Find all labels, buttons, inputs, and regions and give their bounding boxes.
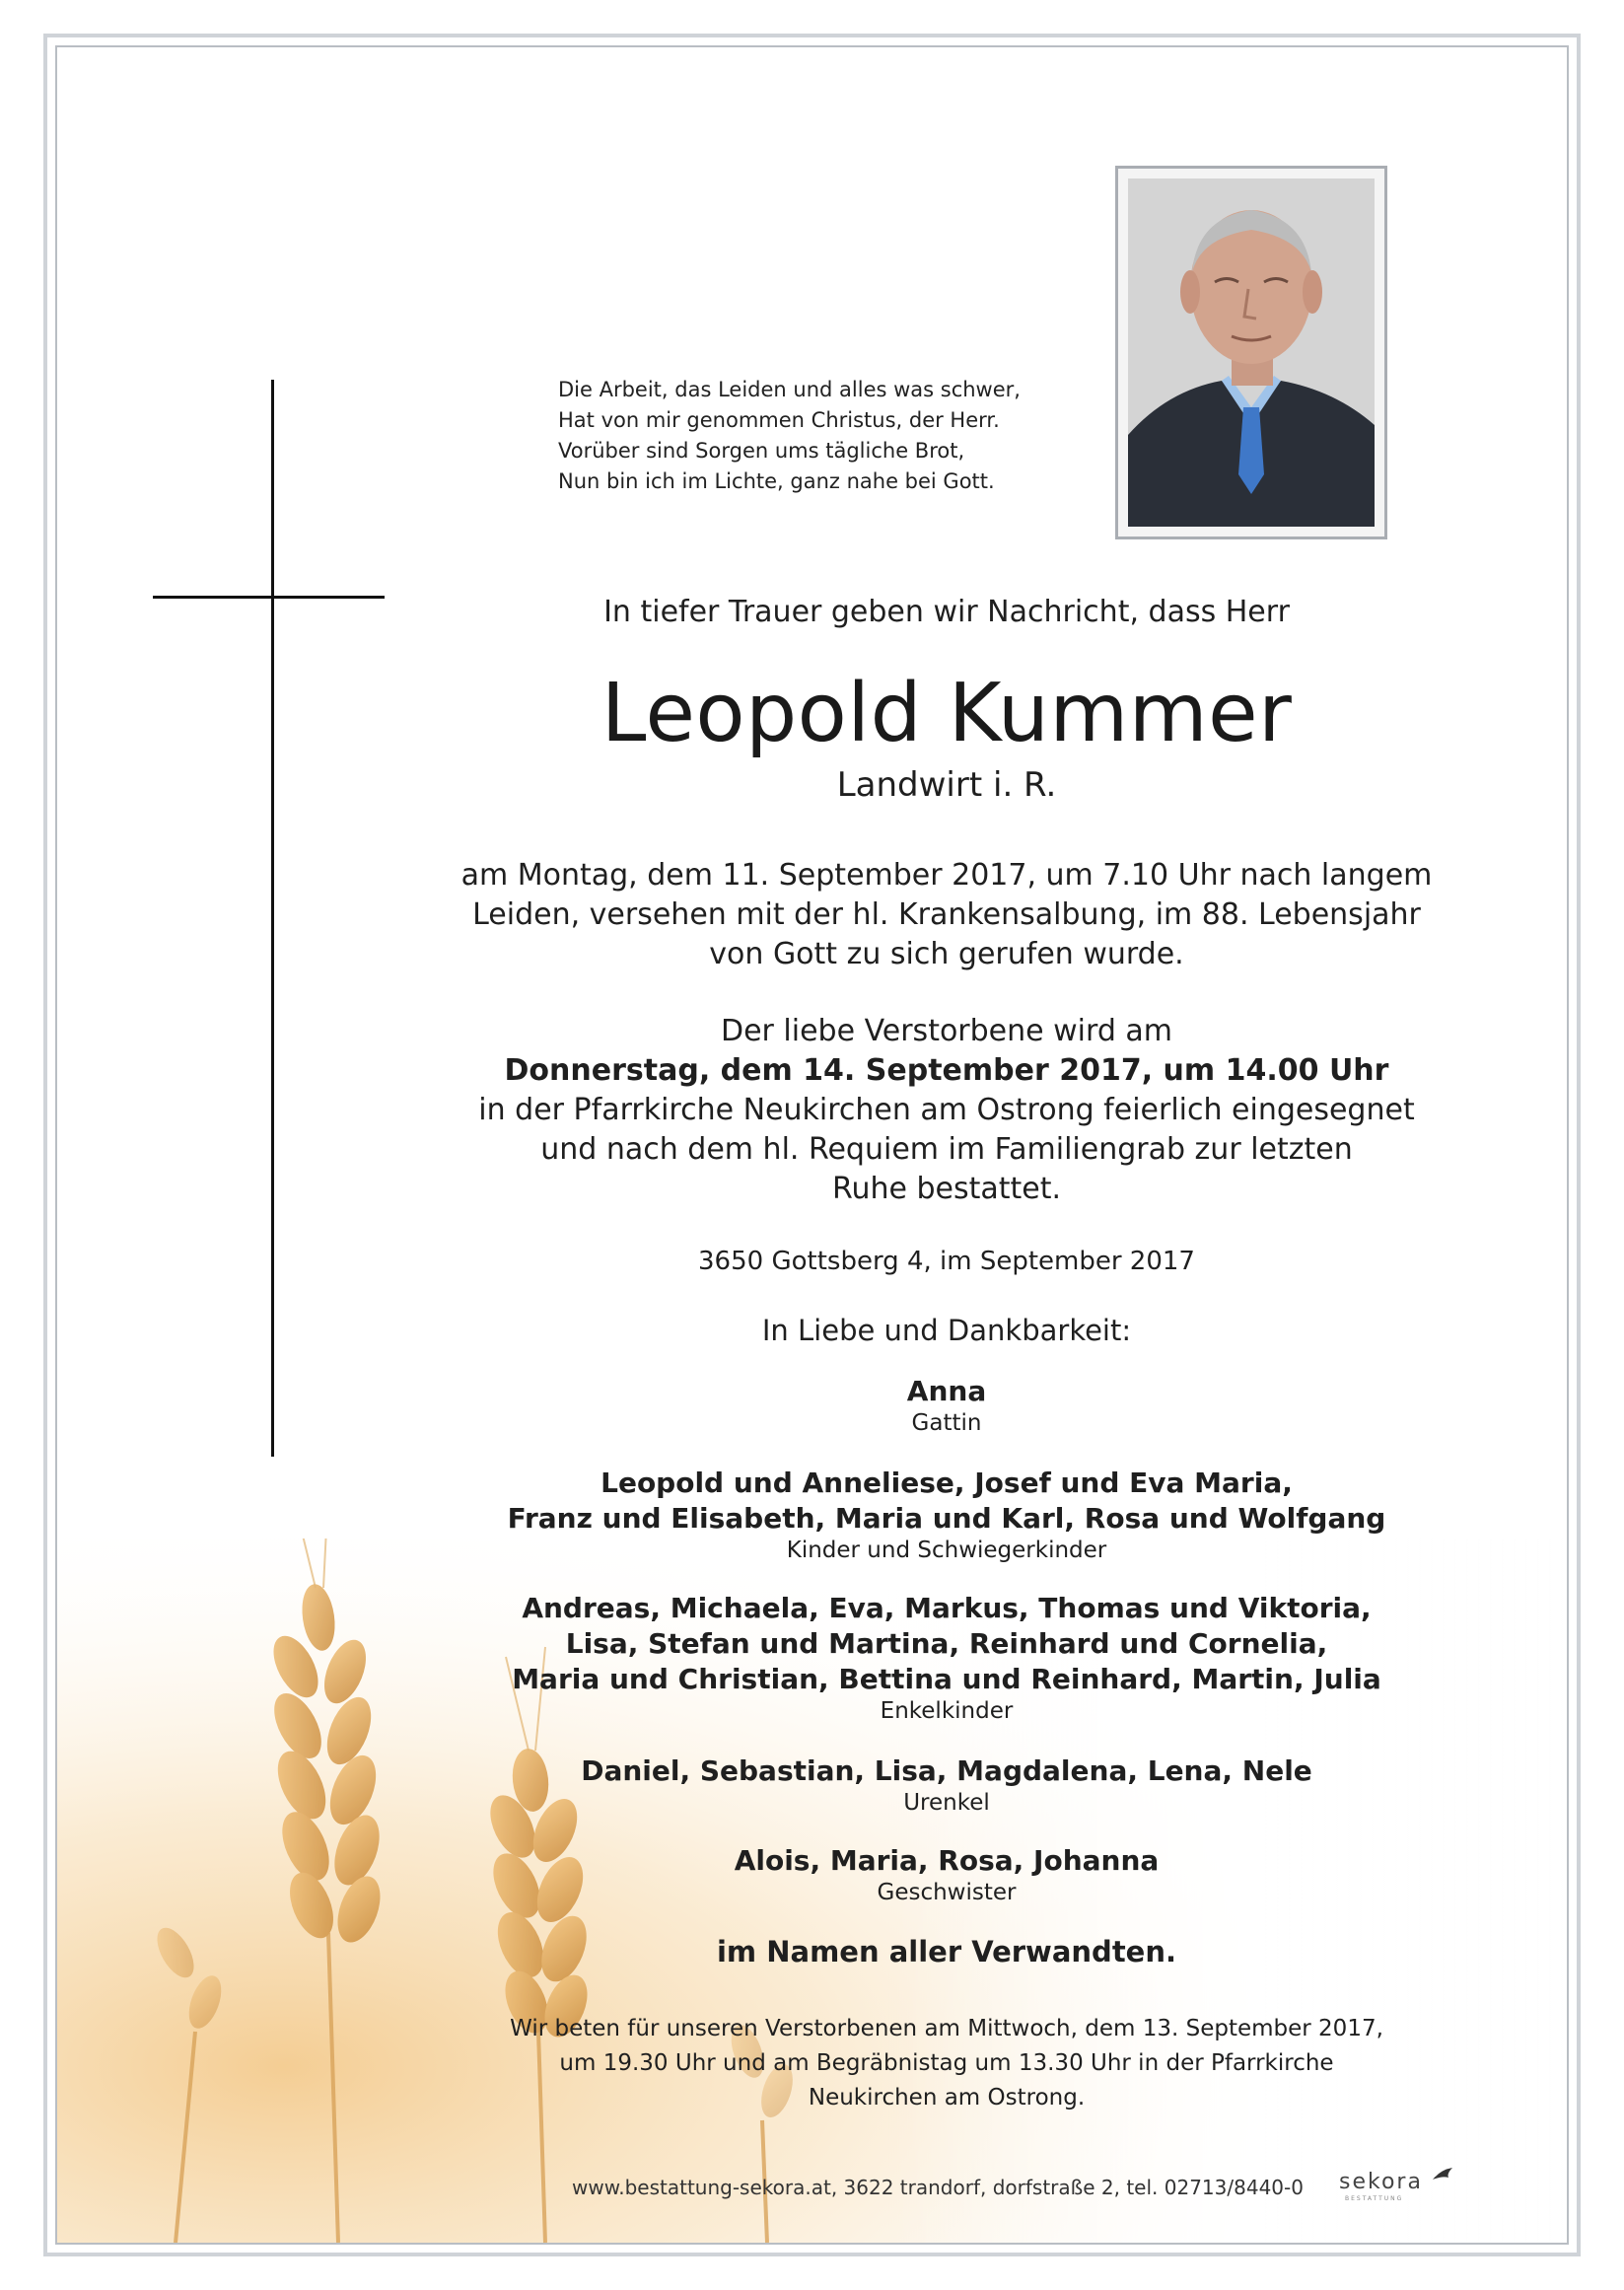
death-paragraph-line: von Gott zu sich gerufen wurde. [709, 937, 1184, 971]
family-names: Franz und Elisabeth, Maria und Karl, Rosa und Wolfgang [507, 1502, 1386, 1535]
funeral-line: Ruhe bestattet. [831, 1172, 1062, 1206]
deceased-occupation: Landwirt i. R. [836, 765, 1057, 805]
prayer-line: Wir beten für unseren Verstorbenen am Mittwoch, dem 13. September 2017, [510, 2016, 1383, 2041]
poem-line: Vorüber sind Sorgen ums tägliche Brot, [558, 439, 965, 463]
portrait-frame [1115, 166, 1387, 539]
prayer-line: Neukirchen am Ostrong. [808, 2085, 1086, 2111]
cross-horizontal-bar [153, 596, 385, 599]
funeral-line: in der Pfarrkirche Neukirchen am Ostrong feierlich eingesegnet [478, 1093, 1415, 1127]
poem-line: Nun bin ich im Lichte, ganz nahe bei Gott. [558, 469, 995, 493]
family-group-great-grandchildren [414, 1753, 1479, 1818]
poem [558, 375, 1071, 497]
family-names: Leopold und Anneliese, Josef und Eva Maria, [600, 1467, 1293, 1499]
portrait-photo [1128, 179, 1375, 527]
family-group-siblings [414, 1843, 1479, 1907]
poem-line: Die Arbeit, das Leiden und alles was schwer, [558, 378, 1021, 401]
family-names: Anna [906, 1375, 987, 1407]
family-names: Daniel, Sebastian, Lisa, Magdalena, Lena, Nele [581, 1754, 1312, 1787]
announcement-intro: In tiefer Trauer geben wir Nachricht, dass Herr [603, 595, 1290, 629]
logo-subtext: BESTATTUNG [1345, 2195, 1404, 2202]
thanks-heading: In Liebe und Dankbarkeit: [761, 1314, 1132, 1347]
closing-line: im Namen aller Verwandten. [716, 1935, 1177, 1968]
prayer-notice [414, 2012, 1479, 2115]
family-names: Alois, Maria, Rosa, Johanna [734, 1844, 1160, 1877]
family-names: Lisa, Stefan und Martina, Reinhard und Cornelia, [565, 1627, 1328, 1660]
family-group-spouse [414, 1374, 1479, 1438]
funeral-paragraph [414, 1012, 1479, 1209]
funeral-line: und nach dem hl. Requiem im Familiengrab zur letzten [540, 1132, 1353, 1167]
family-relation: Gattin [911, 1410, 982, 1436]
poem-line: Hat von mir genommen Christus, der Herr. [558, 408, 1000, 432]
family-relation: Enkelkinder [880, 1698, 1014, 1724]
cross-vertical-bar [271, 380, 274, 1457]
family-group-children [414, 1466, 1479, 1565]
prayer-line: um 19.30 Uhr und am Begräbnistag um 13.30 Uhr in der Pfarrkirche [559, 2050, 1334, 2076]
logo-text: sekora [1339, 2170, 1423, 2194]
death-paragraph-line: Leiden, versehen mit der hl. Krankensalbung, im 88. Lebensjahr [472, 897, 1421, 932]
funeral-date: Donnerstag, dem 14. September 2017, um 14.00 Uhr [504, 1053, 1389, 1088]
family-relation: Geschwister [877, 1880, 1017, 1905]
funeral-line: Der liebe Verstorbene wird am [720, 1014, 1173, 1048]
sekora-logo [1339, 2168, 1457, 2207]
death-paragraph [414, 856, 1479, 974]
death-paragraph-line: am Montag, dem 11. September 2017, um 7.10 Uhr nach langem [460, 858, 1433, 893]
family-relation: Kinder und Schwiegerkinder [786, 1538, 1107, 1563]
family-names: Maria und Christian, Bettina und Reinhard, Martin, Julia [512, 1663, 1381, 1695]
family-names: Andreas, Michaela, Eva, Markus, Thomas und Viktoria, [522, 1592, 1372, 1624]
family-group-grandchildren [414, 1591, 1479, 1726]
deceased-name: Leopold Kummer [600, 667, 1293, 760]
bird-icon [1433, 2168, 1454, 2185]
place-date: 3650 Gottsberg 4, im September 2017 [698, 1247, 1195, 1276]
footer-contact: www.bestattung-sekora.at, 3622 trandorf, dorfstraße 2, tel. 02713/8440-0 [572, 2176, 1304, 2199]
family-relation: Urenkel [903, 1790, 990, 1816]
